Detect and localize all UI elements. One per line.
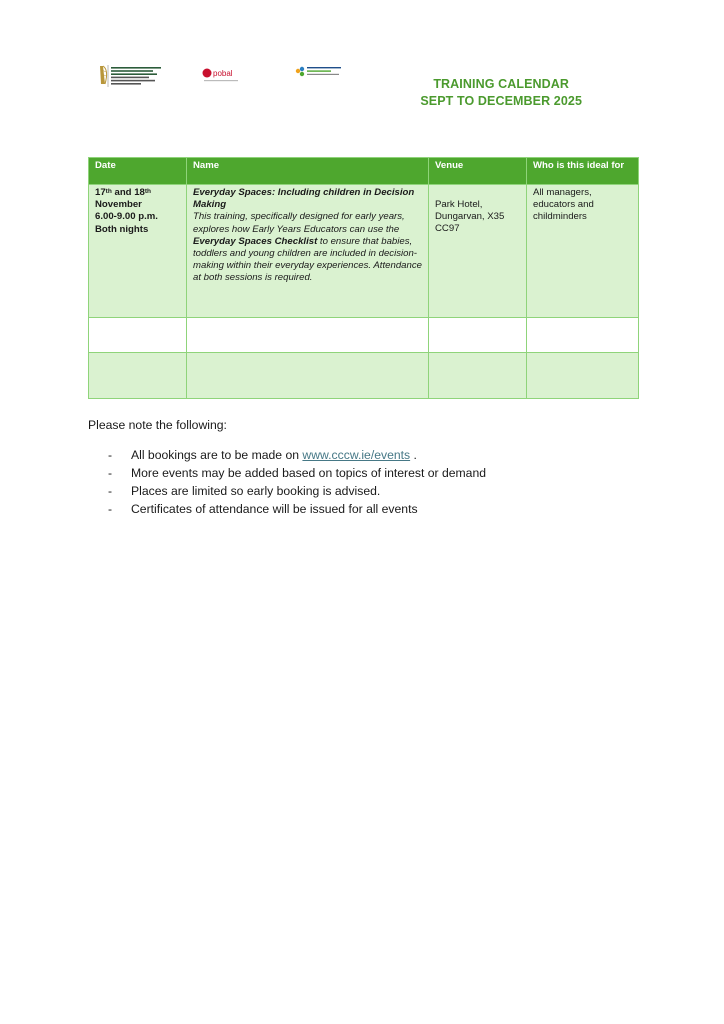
list-item	[88, 482, 486, 500]
list-item	[88, 500, 486, 518]
title-line-1: TRAINING CALENDAR	[433, 77, 570, 91]
header-date: Date	[89, 158, 187, 185]
header-venue: Venue	[429, 158, 527, 185]
note-text: Certificates of attendance will be issued for all events	[131, 502, 418, 516]
cccw-logo	[294, 64, 344, 82]
empty-cell	[527, 318, 639, 353]
date-month: November	[95, 199, 142, 211]
table-header-row	[89, 158, 639, 185]
date-suffix: th	[105, 188, 112, 195]
header-name: Name	[187, 158, 429, 185]
date-suffix: th	[144, 188, 152, 195]
svg-text:pobal: pobal	[213, 69, 233, 78]
venue-line: Park Hotel,	[435, 199, 483, 210]
cell-audience: All managers, educators and childminders	[527, 185, 639, 318]
cell-name	[187, 185, 429, 318]
date-day: 17	[95, 187, 106, 198]
bullet-dash: -	[108, 448, 113, 462]
list-item	[88, 464, 486, 482]
empty-cell	[429, 318, 527, 353]
bullet-dash: -	[108, 466, 113, 480]
venue-line: CC97	[435, 223, 460, 235]
training-calendar-table	[88, 157, 639, 399]
course-description-text: to ensure that babies, toddlers and young children are included in decision-making within their everyday experiences. Attendance at both sessions is required.	[193, 235, 422, 284]
cell-venue	[429, 185, 527, 318]
course-description-text: This training, specifically designed for early years, explores how Early Years Educators can use the	[193, 211, 405, 235]
government-harp-logo	[96, 64, 168, 88]
date-and: and 18	[111, 187, 145, 198]
date-nights: Both nights	[95, 223, 149, 235]
title-line-2: SEPT TO DECEMBER 2025	[420, 94, 582, 108]
empty-cell	[527, 353, 639, 399]
list-item	[88, 446, 486, 464]
table-row	[89, 353, 639, 399]
empty-cell	[187, 318, 429, 353]
bullet-dash: -	[108, 502, 113, 516]
notes-section	[88, 416, 486, 518]
empty-cell	[89, 318, 187, 353]
checklist-name: Everyday Spaces Checklist	[193, 235, 318, 247]
events-link[interactable]: www.cccw.ie/events	[302, 448, 411, 462]
course-title: Everyday Spaces: Including children in Decision Making	[193, 187, 415, 211]
date-time: 6.00-9.00 p.m.	[95, 211, 158, 223]
bullet-dash: -	[108, 484, 113, 498]
note-text: .	[410, 448, 417, 462]
note-text: Places are limited so early booking is advised.	[131, 484, 381, 498]
empty-cell	[89, 353, 187, 399]
note-text: All bookings are to be made on	[131, 448, 303, 462]
venue-line: Dungarvan, X35	[435, 211, 505, 223]
table-row	[89, 318, 639, 353]
empty-cell	[429, 353, 527, 399]
logo-strip	[96, 62, 356, 88]
document-title	[420, 76, 582, 110]
empty-cell	[187, 353, 429, 399]
note-text: More events may be added based on topics of interest or demand	[131, 466, 487, 480]
pobal-logo	[202, 66, 242, 84]
header-audience: Who is this ideal for	[527, 158, 639, 185]
table-row	[89, 185, 639, 318]
notes-list	[88, 446, 486, 518]
notes-heading: Please note the following:	[88, 418, 227, 432]
cell-date	[89, 185, 187, 318]
course-description	[193, 211, 422, 284]
